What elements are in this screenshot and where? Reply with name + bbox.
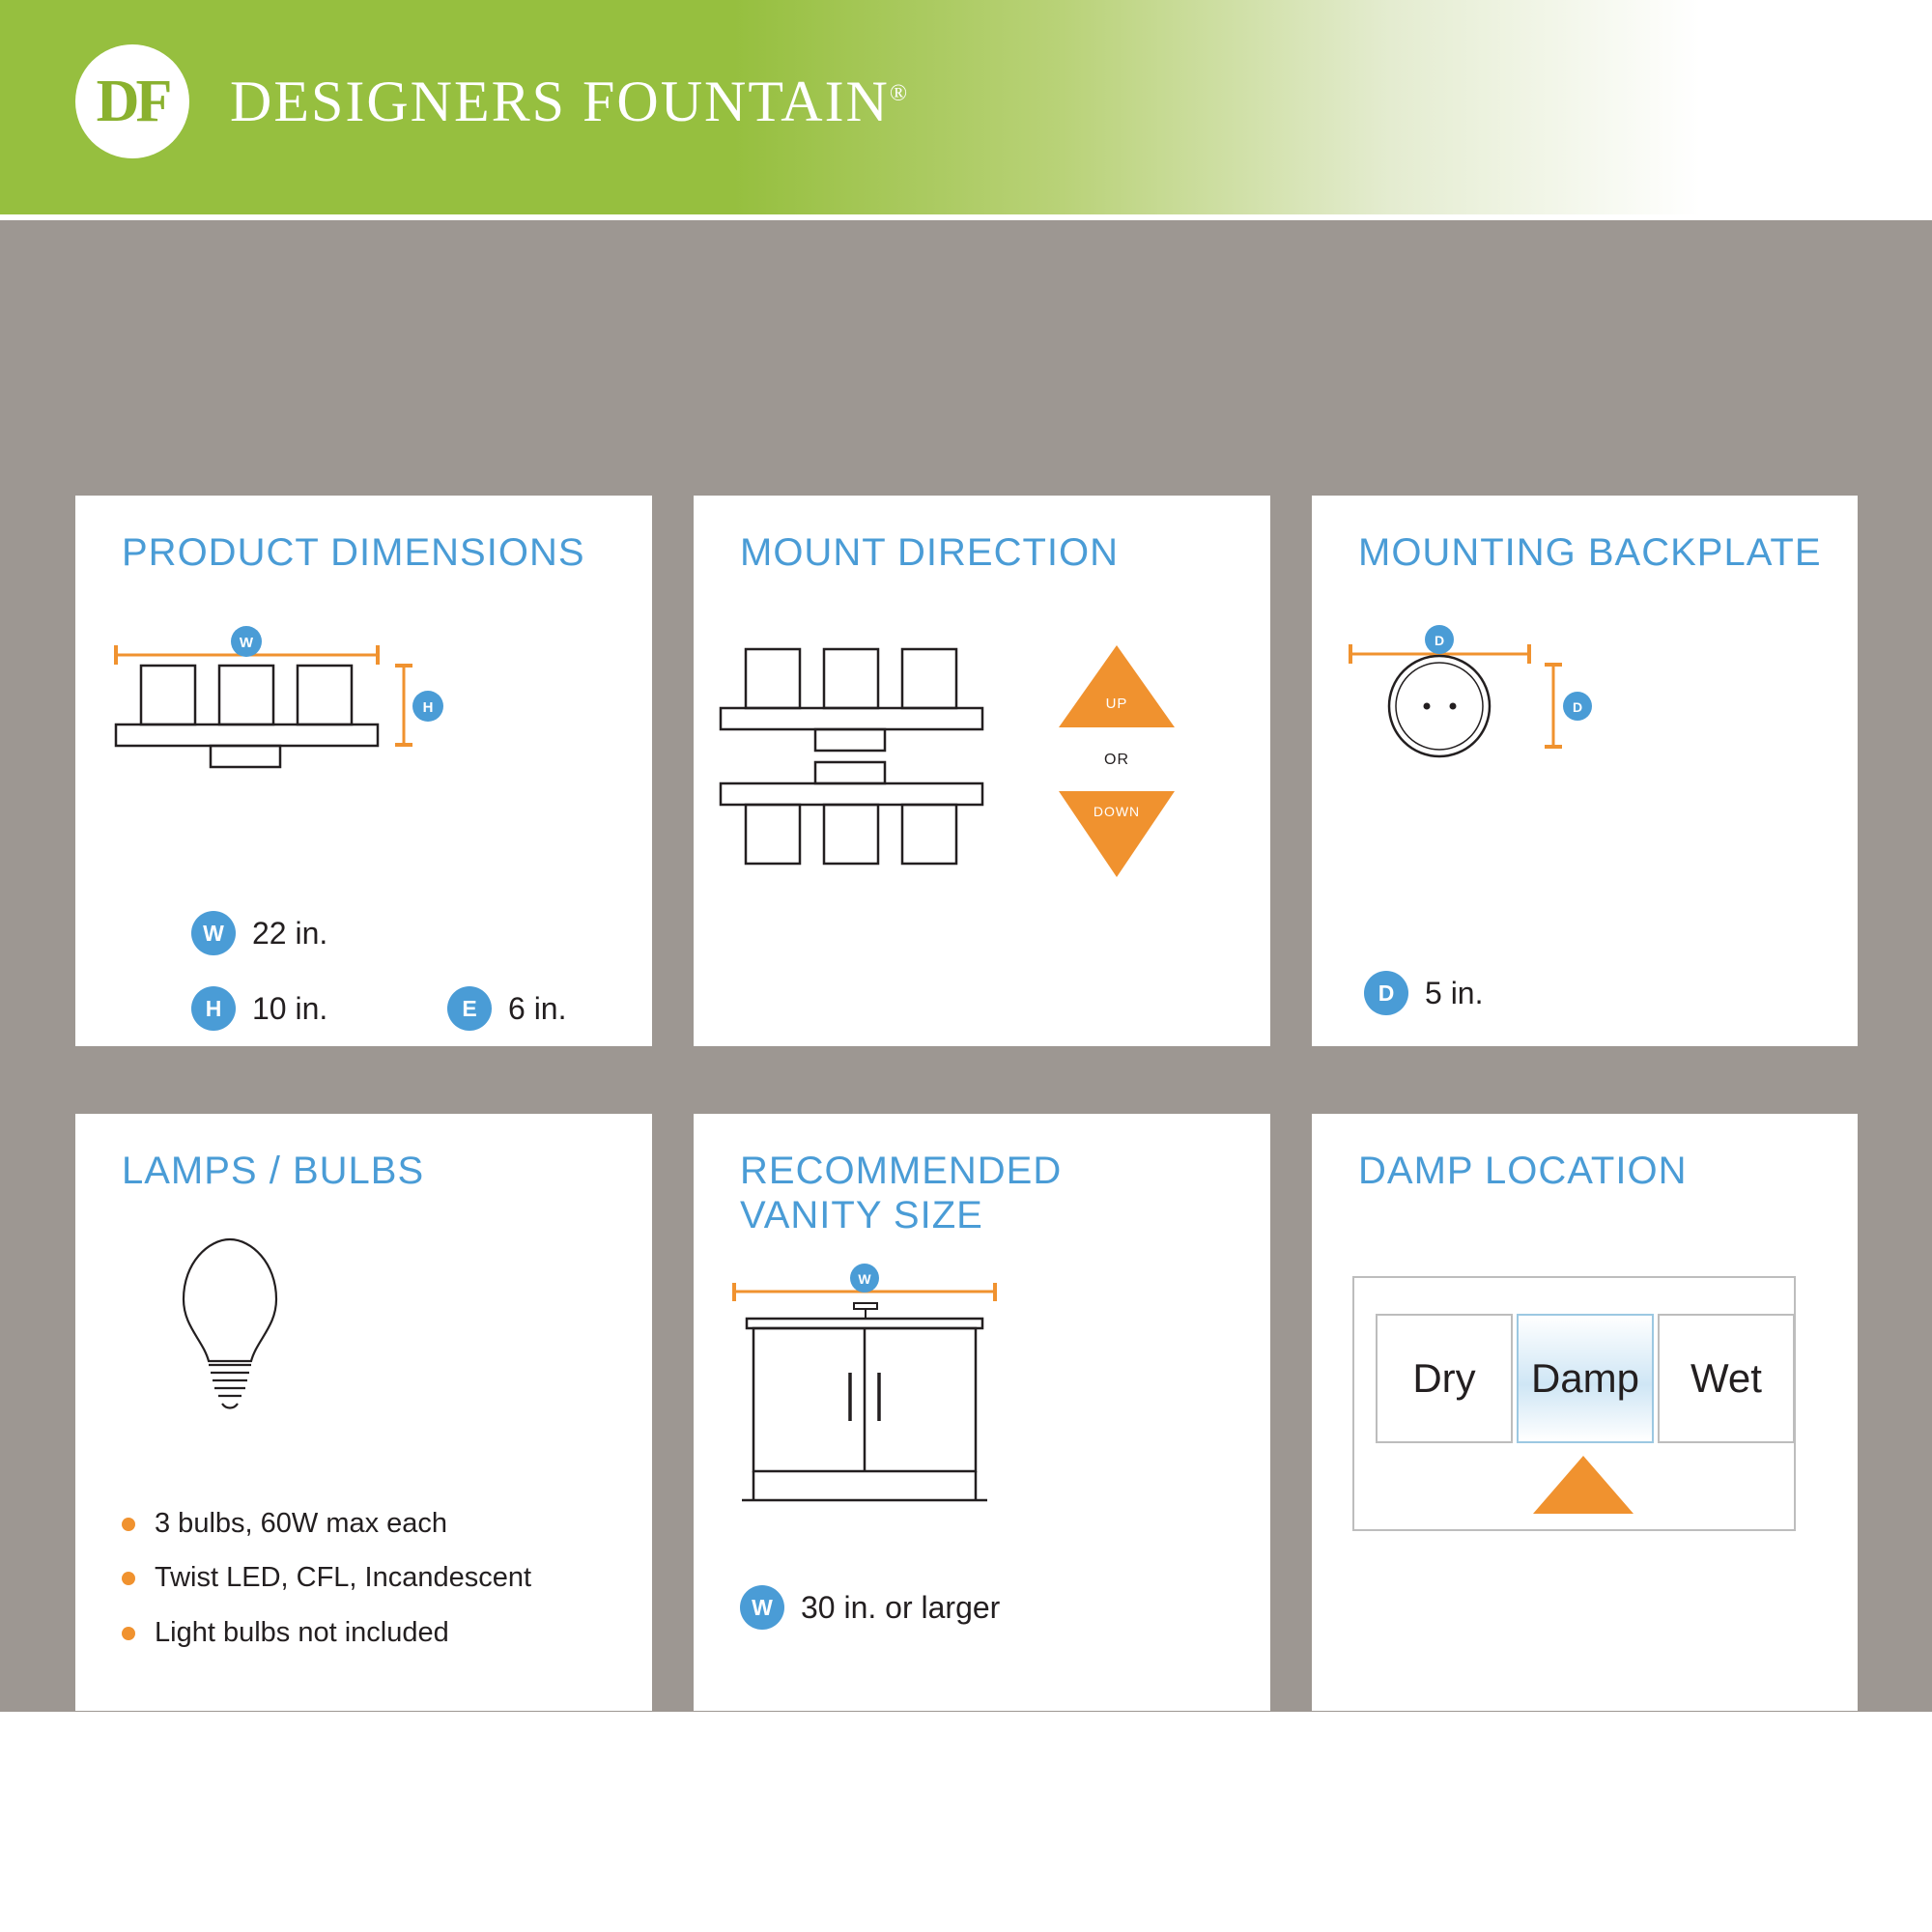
svg-text:D: D (1572, 699, 1583, 715)
product-dimensions-drawing (75, 602, 652, 921)
card-mounting-backplate (1312, 496, 1858, 1046)
chip-h: H (191, 986, 236, 1031)
bullet-dot-icon (122, 1627, 135, 1640)
legend-extension (447, 986, 566, 1031)
legend-height-value: 10 in. (252, 990, 328, 1026)
legend-vanity-width-value: 30 in. or larger (801, 1589, 1001, 1625)
svg-text:DOWN: DOWN (1093, 804, 1141, 819)
card-recommended-vanity-size (694, 1114, 1270, 1711)
card-mount-direction (694, 496, 1270, 1046)
brand-name: DESIGNERS FOUNTAIN® (230, 69, 910, 133)
location-option-label: Damp (1530, 1355, 1640, 1401)
svg-text:UP: UP (1105, 696, 1128, 712)
bullet-dot-icon (122, 1572, 135, 1585)
location-option-damp (1517, 1314, 1654, 1443)
bullet-item (122, 1508, 447, 1540)
svg-text:OR: OR (1104, 752, 1129, 768)
legend-width (191, 911, 327, 955)
card-product-dimensions (75, 496, 652, 1046)
location-option-dry (1376, 1314, 1513, 1443)
chip-e: E (447, 986, 492, 1031)
registered-mark: ® (889, 80, 910, 106)
monogram-badge (75, 44, 189, 158)
card-title: DAMP LOCATION (1358, 1150, 1688, 1192)
mount-direction-drawing (694, 602, 1270, 1008)
legend-width-value: 22 in. (252, 915, 328, 951)
bullet-item (122, 1562, 531, 1594)
brand-logo (75, 44, 909, 158)
vanity-drawing (694, 1259, 1270, 1577)
legend-vanity-width (740, 1585, 1000, 1630)
brand-header (0, 0, 1932, 214)
card-title (740, 1149, 1062, 1237)
legend-height (191, 986, 327, 1031)
bulb-icon (104, 1220, 355, 1471)
spec-card-grid (0, 220, 1932, 1712)
card-title: LAMPS / BULBS (122, 1150, 425, 1192)
card-title-line2: VANITY SIZE (740, 1194, 983, 1236)
bullet-text: Light bulbs not included (155, 1617, 449, 1648)
mounting-backplate-drawing (1312, 602, 1858, 921)
legend-extension-value: 6 in. (508, 990, 567, 1026)
bullet-text: 3 bulbs, 60W max each (155, 1508, 448, 1539)
svg-text:D: D (1434, 633, 1445, 648)
chip-d: D (1364, 971, 1408, 1015)
chip-w: W (740, 1585, 784, 1630)
bullet-text: Twist LED, CFL, Incandescent (155, 1562, 532, 1593)
chip-w: W (191, 911, 236, 955)
bullet-item (122, 1617, 449, 1649)
location-option-wet (1658, 1314, 1795, 1443)
svg-text:W: W (858, 1271, 871, 1287)
legend-diameter (1364, 971, 1483, 1015)
bullet-dot-icon (122, 1518, 135, 1531)
selection-pointer-icon (1516, 1450, 1651, 1518)
card-title: PRODUCT DIMENSIONS (122, 531, 585, 574)
location-option-label: Dry (1412, 1355, 1476, 1401)
svg-text:W: W (239, 635, 254, 651)
card-lamps-bulbs (75, 1114, 652, 1711)
card-title: MOUNTING BACKPLATE (1358, 531, 1822, 574)
card-damp-location (1312, 1114, 1858, 1711)
location-option-label: Wet (1690, 1355, 1762, 1401)
card-title-line1: RECOMMENDED (740, 1150, 1063, 1192)
svg-text:H: H (422, 699, 434, 716)
card-title: MOUNT DIRECTION (740, 531, 1120, 574)
monogram-text: DF (96, 68, 169, 134)
legend-diameter-value: 5 in. (1425, 975, 1484, 1010)
